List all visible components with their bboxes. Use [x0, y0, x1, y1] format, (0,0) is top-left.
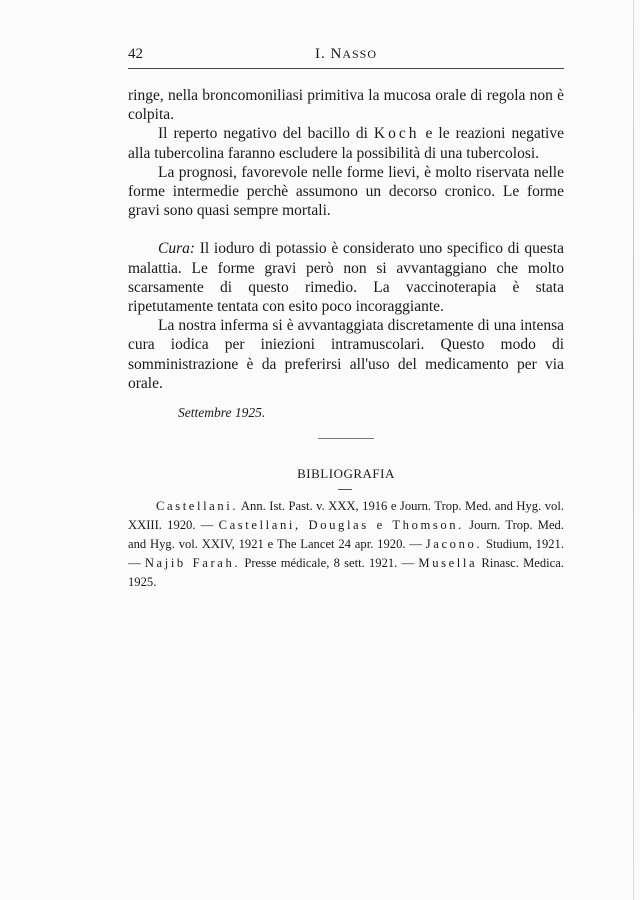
cura-text: Il ioduro di potassio è considerato uno specifico di questa malattia. Le forme gravi però non si avvantaggiano che molto scarsamente di questo rimedio. La vaccinoterapia è stata ripetutamente tentata con esito poco incoraggiante. [128, 240, 564, 316]
biblio-text: Rinasc. Medica. 1925. [128, 556, 564, 589]
scan-edge-line [633, 0, 634, 900]
page-header [128, 44, 564, 69]
paragraph-koch-after: e le reazioni negative alla tubercolina faranno escludere la possibilità di una tubercolosi. [128, 125, 564, 162]
biblio-author: Najib Farah. [144, 556, 241, 570]
running-head-smallcaps: ASSO [342, 47, 377, 61]
koch-name: Koch [373, 125, 420, 143]
biblio-text: Studium, 1921. — [128, 537, 564, 570]
running-head-initial: I. N [314, 46, 343, 62]
paragraph-cura [128, 239, 564, 316]
body-text [128, 86, 564, 422]
paragraph-patient: La nostra inferma si è avvantaggiata discretamente di una intensa cura iodica per iniezioni intramuscolari. Questo modo di somministrazione è da preferirsi all'uso del medicamento per via orale. [128, 317, 564, 392]
bibliography-title: BIBLIOGRAFIA [297, 466, 395, 481]
section-divider [318, 438, 374, 439]
biblio-text: Journ. Trop. Med. and Hyg. vol. XXIV, 1921 e The Lancet 24 apr. 1920. — [128, 518, 564, 551]
bibliography-entries [128, 497, 564, 592]
biblio-author: Castellani. [156, 499, 239, 513]
biblio-text: Presse médicale, 8 sett. 1921. — [240, 556, 419, 570]
date-line: Settembre 1925. [178, 405, 266, 421]
paragraph-koch [128, 124, 564, 162]
page-number: 42 [128, 46, 143, 62]
biblio-text: Ann. Ist. Past. v. XXX, 1916 e Journ. Trop. Med. and Hyg. vol. XXIII. 1920. — [128, 499, 564, 532]
biblio-author: Castellani, Douglas e Thomson. [218, 518, 464, 532]
cura-label: Cura: [158, 240, 196, 258]
paragraph-gap [128, 220, 564, 239]
biblio-author: Musella [418, 556, 478, 570]
paragraph-prognosis-intro: ringe, nella broncomoniliasi primitiva la mucosa orale di regola non è colpita. [128, 87, 564, 124]
paragraph-prognosis: La prognosi, favorevole nelle forme lievi, è molto riservata nelle forme intermedie perchè assumono un decorso cronico. Le forme gravi sono quasi sempre mortali. [128, 163, 564, 220]
paragraph-koch-before: Il reperto negativo del bacillo di [158, 125, 374, 143]
running-head [128, 46, 564, 63]
bibliography-dash [338, 489, 352, 490]
biblio-author: Jacono. [425, 537, 483, 551]
